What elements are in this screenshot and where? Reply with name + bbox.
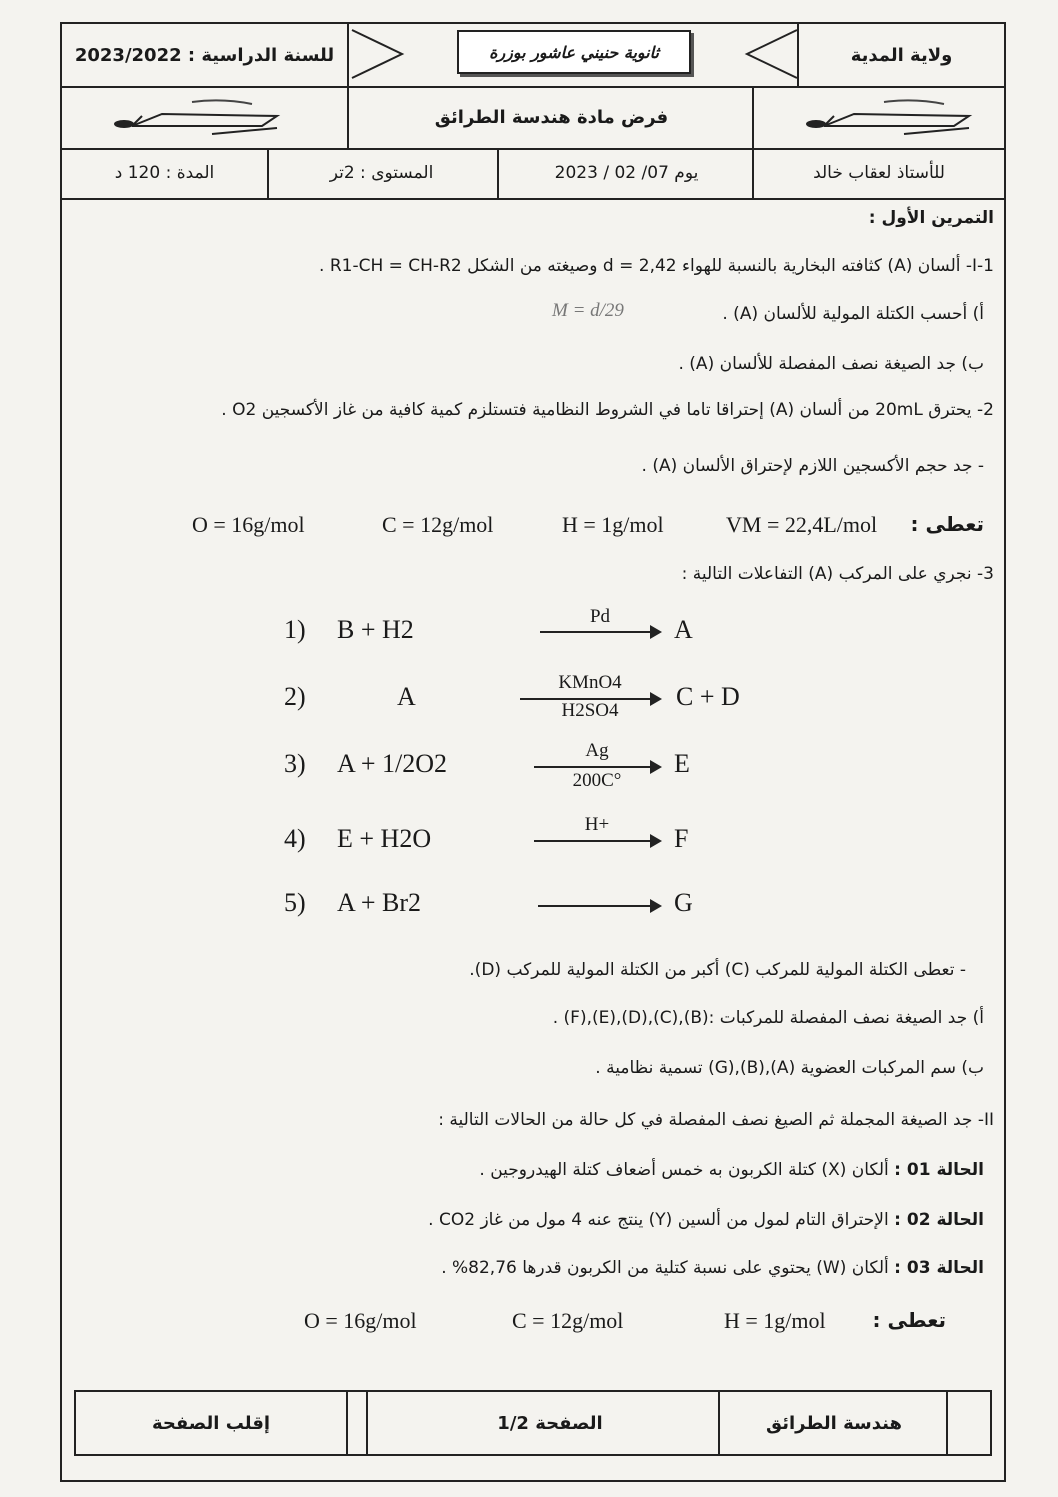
given-o-2: O = 16g/mol (304, 1308, 417, 1333)
reaction-condition: Pd (589, 606, 611, 627)
part2-statement: 2- يحترق 20mL من ألسان (A) إحتراقا تاما في الشروط النظامية فتستلزم كمية كافية من غاز الأكسجين O2 . (221, 400, 994, 420)
reaction-condition-bottom: 200C° (572, 770, 622, 791)
reaction-products: E (674, 749, 690, 778)
book-quill-icon (794, 96, 984, 140)
reaction-number: 1) (284, 615, 306, 644)
reaction-condition: Ag (585, 740, 609, 761)
given-label-2: تعطى : (872, 1308, 946, 1332)
reaction-arrow (538, 905, 660, 907)
exercise-title: التمرين الأول : (868, 208, 994, 228)
case-2-text: الإحتراق التام لمول من ألسين (Y) ينتج عنه 4 مول من غاز CO2 . (428, 1210, 889, 1230)
reaction-arrow (534, 766, 660, 768)
reaction-number: 2) (284, 682, 306, 711)
reaction-reactants: E + H2O (337, 824, 432, 853)
given-o: O = 16g/mol (192, 512, 305, 537)
reaction-condition: KMnO4 (558, 672, 622, 693)
footer-page-number: الصفحة 1/2 (497, 1412, 603, 1434)
part3-question-a: أ) جد الصيغة نصف المفصلة للمركبات :(B),(C),(D),(E),(F) . (552, 1008, 984, 1028)
reaction-products: A (674, 615, 693, 644)
reaction-reactants: A + 1/2O2 (337, 749, 448, 778)
given-vm: VM = 22,4L/mol (726, 512, 878, 537)
given-c-2: C = 12g/mol (512, 1308, 624, 1333)
part1-question-a: أ) أحسب الكتلة المولية للألسان (A) . (722, 304, 984, 324)
given-h: H = 1g/mol (562, 512, 664, 537)
case-3-text: ألكان (W) يحتوي على نسبة كتلية من الكربون قدرها 82,76% . (441, 1258, 889, 1278)
header-row-1 (62, 24, 1004, 88)
exam-date: يوم 07/ 02 / 2023 (554, 163, 699, 183)
exam-page (60, 22, 1006, 1482)
footer-subject: هندسة الطرائق (766, 1412, 902, 1434)
reaction-condition: H+ (584, 814, 610, 835)
school-year: للسنة الدراسية : 2023/2022 (74, 44, 335, 66)
test-title: فرض مادة هندسة الطرائق (434, 106, 669, 128)
reaction-products: C + D (676, 682, 740, 711)
reaction-reactants: A (397, 682, 416, 711)
given-c: C = 12g/mol (382, 512, 494, 537)
teacher-name: للأستاذ لعقاب خالد (813, 163, 945, 183)
part4-intro: II- جد الصيغة المجملة ثم الصيغ نصف المفصلة في كل حالة من الحالات التالية : (438, 1110, 994, 1130)
case-1-label: الحالة 01 : (894, 1160, 984, 1180)
case-1 (72, 1160, 984, 1180)
reaction-products: F (674, 824, 689, 853)
case-3-label: الحالة 03 : (894, 1258, 984, 1278)
case-3 (72, 1258, 984, 1278)
case-2 (72, 1210, 984, 1230)
exam-duration: المدة : 120 د (114, 163, 215, 183)
case-1-text: ألكان (X) كتلة الكربون به خمس أضعاف كتلة الهيدروجين . (479, 1160, 889, 1180)
given-label: تعطى : (910, 512, 984, 536)
header-row-3 (62, 148, 1004, 200)
school-name: ثانوية حنيني عاشور بوزرة (457, 30, 691, 74)
given-h-2: H = 1g/mol (724, 1308, 826, 1333)
header-row-2 (62, 86, 1004, 150)
reaction-reactants: B + H2 (337, 615, 414, 644)
turn-page-note: إقلب الصفحة (151, 1412, 271, 1434)
part2-question: - جد حجم الأكسجين اللازم لإحتراق الألسان (A) . (641, 456, 984, 476)
part3-intro: 3- نجري على المركب (A) التفاعلات التالية : (681, 564, 994, 584)
reaction-number: 4) (284, 824, 306, 853)
part3-question-b: ب) سم المركبات العضوية (A),(B),(G) تسمية نظامية . (595, 1058, 984, 1078)
reaction-number: 3) (284, 749, 306, 778)
reaction-condition-bottom: H2SO4 (561, 700, 619, 721)
case-2-label: الحالة 02 : (894, 1210, 984, 1230)
wilaya-label: ولاية المدية (850, 44, 953, 66)
student-level: المستوى : 2تر (329, 163, 434, 183)
reaction-number: 5) (284, 888, 306, 917)
part3-note: - تعطى الكتلة المولية للمركب (C) أكبر من الكتلة المولية للمركب (D). (469, 960, 966, 980)
reaction-products: G (674, 888, 693, 917)
part1-question-b: ب) جد الصيغة نصف المفصلة للألسان (A) . (678, 354, 984, 374)
part1-intro: I-1- ألسان (A) كثافته البخارية بالنسبة للهواء d = 2,42 وصيغته من الشكل R1-CH = CH-R2 . (319, 256, 994, 276)
page-footer (74, 1390, 992, 1456)
reaction-arrow (534, 840, 660, 842)
book-quill-icon (102, 96, 292, 140)
handwritten-note: M = d/29 (552, 300, 624, 321)
reaction-arrow (540, 631, 660, 633)
reaction-reactants: A + Br2 (337, 888, 422, 917)
